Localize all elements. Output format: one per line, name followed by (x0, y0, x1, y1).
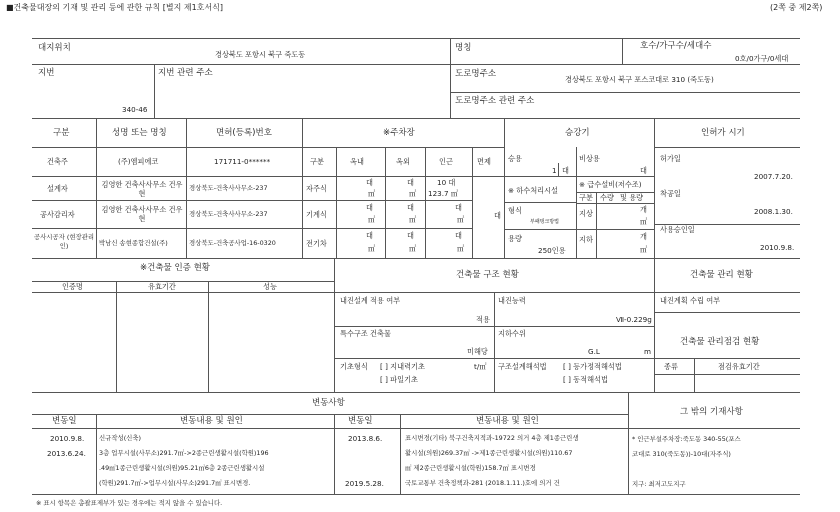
parking-header-type: 구분 (310, 157, 324, 166)
parking-indoor-area: ㎡ (368, 244, 376, 253)
rule (504, 176, 654, 177)
above-label: 지상 (579, 209, 593, 218)
rule (334, 414, 335, 494)
rule (654, 118, 655, 258)
rule (576, 203, 654, 204)
emergency-label: 비상용 (579, 154, 600, 163)
people-row-name: 박남신 송현종합건설(주) (99, 239, 168, 247)
people-header-name: 성명 또는 명칭 (112, 128, 167, 138)
people-row-type: 공사시공자 (현장관리인) (33, 233, 95, 250)
cert-header-perf: 성능 (263, 282, 277, 291)
parking-outdoor-area: ㎡ (409, 189, 417, 198)
people-row-type: 건축주 (47, 157, 68, 166)
passenger-label: 승용 (508, 154, 522, 163)
parking-row-type: 기계식 (306, 210, 327, 219)
rule (472, 147, 473, 258)
type-label: 형식 (508, 206, 522, 215)
parking-indoor-area: ㎡ (368, 189, 376, 198)
change-date: 2019.5.28. (345, 479, 384, 488)
parking-row-type: 자주식 (306, 184, 327, 193)
permit-date: 2007.7.20. (754, 172, 793, 181)
rule (576, 147, 577, 258)
other-line: * 인근부설주차장:죽도동 340-55(포스 (632, 435, 741, 443)
cert-title: ※건축물 인증 현황 (140, 263, 211, 273)
parking-indoor-area: ㎡ (368, 215, 376, 224)
water-header-kind: 구분 (579, 193, 593, 202)
special-value: 미해당 (467, 347, 488, 356)
structure-title: 건축물 구조 현황 (456, 270, 519, 280)
people-row-type: 공사감리자 (40, 210, 75, 219)
parking-outdoor-area: ㎡ (409, 244, 417, 253)
capacity-value: 250인용 (538, 246, 566, 255)
below-area: ㎡ (640, 245, 648, 254)
other-line: 코대로 310(죽도동))-10대(자주식) (632, 450, 731, 458)
rule (450, 92, 800, 93)
rule (654, 374, 800, 375)
start-date: 2008.1.30. (754, 207, 793, 216)
option-bearing[interactable]: [ ] 지내력기초 (380, 362, 425, 371)
page-info: (2쪽 중 제2쪽) (770, 3, 823, 12)
start-label: 착공일 (660, 189, 681, 198)
change-text: 국토교통부 건축정책과-281 (2018.1.11.)호에 의거 건 (405, 479, 560, 487)
rule (504, 202, 576, 203)
water-header-capacity: 및 용량 (620, 193, 644, 202)
below-label: 지하 (579, 235, 593, 244)
inspection-title: 건축물 관리점검 현황 (680, 337, 760, 347)
people-header-type: 구분 (53, 128, 70, 138)
people-row-license: 171711-0****** (214, 157, 271, 166)
rule (32, 118, 800, 119)
change-text: 신규작성(신축) (99, 434, 142, 442)
parking-outdoor: 대 (407, 203, 414, 212)
above-unit: 개 (640, 205, 647, 214)
approval-date: 2010.9.8. (760, 243, 795, 252)
other-title: 그 밖의 기재사항 (680, 407, 743, 417)
rule (32, 392, 800, 393)
lot-label: 지번 (38, 68, 55, 78)
rule (32, 292, 334, 293)
rule (385, 147, 386, 258)
rule (334, 258, 335, 392)
lot-value: 340-46 (122, 105, 148, 114)
households-label: 호수/가구수/세대수 (640, 41, 712, 51)
rule (654, 358, 800, 359)
site-label: 대지위치 (38, 43, 71, 53)
rule (302, 118, 303, 258)
parking-header-outdoor: 옥외 (396, 157, 410, 166)
parking-exempt-unit: 대 (494, 211, 501, 220)
change-text: .49㎡1종근린생활시설(의원)95.21㎡6층 2종근린생활시설 (99, 464, 265, 472)
related-lot-label: 지번 관련 주소 (158, 68, 213, 78)
water-header-count: 수량 (600, 193, 614, 202)
rule (96, 414, 97, 494)
rule (32, 494, 800, 495)
rule (654, 258, 655, 392)
rule (32, 200, 472, 201)
rule (628, 392, 629, 494)
capacity-label: 용량 (508, 234, 522, 243)
road-label: 도로명주소 (455, 69, 497, 79)
rule (32, 414, 628, 415)
changes-header-date: 변동일 (52, 416, 77, 426)
rule (596, 192, 597, 203)
rule (32, 64, 800, 65)
change-text: (학원)291.7㎡->업무시설(사무소)291.7㎡ 표시변경. (99, 479, 251, 487)
management-title: 건축물 관리 현황 (690, 270, 753, 280)
change-text: 3층 업무시설(사무소)291.7㎡->2종근린생활시설(학원)196 (99, 449, 269, 457)
permit-label: 허가일 (660, 154, 681, 163)
rule (32, 176, 504, 177)
analysis-label: 구조설계해석법 (498, 362, 547, 371)
rule (32, 147, 504, 148)
rule (96, 118, 97, 258)
households-value: 0호/0가구/0세대 (735, 54, 789, 63)
parking-indoor: 대 (366, 231, 373, 240)
parking-outdoor-area: ㎡ (409, 215, 417, 224)
rule (694, 358, 695, 392)
parking-header-exempt: 면제 (477, 157, 491, 166)
option-pile[interactable]: [ ] 파일기초 (380, 375, 418, 384)
people-row-name: 김영한 건축사사무소 건우현 (101, 180, 183, 198)
change-date: 2013.8.6. (348, 434, 383, 443)
rule (400, 414, 401, 494)
rule (504, 118, 505, 258)
site-value: 경상북도 포항시 북구 죽도동 (215, 50, 306, 59)
rule (32, 228, 472, 229)
change-text: 표시변경(기타) 북구건축지적과-19722 의거 4층 제1종근린생 (405, 434, 579, 442)
other-line: 지구: 최저고도지구 (632, 480, 686, 488)
road-value: 경상북도 포항시 북구 포스코대로 310 (죽도동) (565, 75, 714, 84)
people-row-license: 경상북도-건축사사무소-237 (189, 184, 268, 192)
parking-row-type: 전기차 (306, 239, 327, 248)
below-unit: 개 (640, 232, 647, 241)
change-text: ㎡ 제2종근린생활시설(학원)158.7㎡ 표시변경 (405, 464, 536, 472)
elevator-title: 승강기 (565, 128, 590, 138)
parking-header-indoor: 옥내 (350, 157, 364, 166)
rule (32, 38, 800, 39)
change-text: 활시설(의원)269.37㎡ ->제1종근린생활시설(의원)110.67 (405, 449, 573, 457)
rule (450, 38, 451, 118)
option-dynamic[interactable]: [ ] 동적해석법 (563, 375, 608, 384)
quake-label: 내진설계 적용 여부 (340, 296, 401, 305)
parking-outdoor: 대 (407, 231, 414, 240)
rule (504, 229, 654, 230)
quake-value: 적용 (476, 315, 490, 324)
parking-nearby-area: ㎡ (457, 244, 465, 253)
cert-header-name: 인증명 (62, 282, 83, 291)
rule (208, 281, 209, 392)
road-related-label: 도로명주소 관련 주소 (455, 96, 535, 106)
parking-nearby: 10 대 (437, 178, 456, 187)
people-row-license: 경상북도-건축사사무소-237 (189, 210, 268, 218)
changes-header-content: 변동내용 및 원인 (476, 416, 539, 426)
rule (654, 147, 800, 148)
rule (336, 147, 337, 258)
people-header-license: 면허(등록)번호 (216, 128, 272, 138)
parking-indoor: 대 (366, 178, 373, 187)
foundation-label: 기초형식 (340, 362, 368, 371)
rule (32, 428, 628, 429)
parking-indoor: 대 (366, 203, 373, 212)
sewage-label: ※ 하수처리시설 (508, 186, 558, 195)
people-row-type: 설계자 (47, 184, 68, 193)
rule (186, 118, 187, 258)
passenger-value: 1 (552, 166, 557, 175)
parking-title: ※주차장 (383, 128, 415, 138)
parking-nearby: 대 (455, 231, 462, 240)
groundwater-label: 지하수위 (498, 329, 526, 338)
people-row-name: 김영한 건축사사무소 건우현 (101, 205, 183, 223)
groundwater-gl: G.L (588, 347, 600, 356)
rule (334, 292, 800, 293)
parking-nearby-area: ㎡ (457, 215, 465, 224)
bearing-unit: t/㎡ (474, 362, 487, 371)
rule (32, 258, 800, 259)
rule (116, 281, 117, 392)
rule (628, 428, 800, 429)
rule (622, 38, 623, 64)
parking-outdoor: 대 (407, 178, 414, 187)
rule (596, 203, 597, 258)
passenger-unit: 대 (562, 166, 569, 175)
parking-nearby-area: 123.7 ㎡ (428, 189, 459, 198)
people-row-license: 경상북도-건축공사업-16-0320 (189, 239, 276, 247)
footer-note: ※ 표시 항목은 총괄표제부가 있는 경우에는 적지 않을 수 있습니다. (36, 499, 223, 507)
option-static[interactable]: [ ] 등가정적해석법 (563, 362, 622, 371)
change-date: 2010.9.8. (50, 434, 85, 443)
parking-header-nearby: 인근 (439, 157, 453, 166)
special-label: 특수구조 건축물 (340, 329, 391, 338)
name-label: 명칭 (455, 43, 472, 53)
change-date: 2013.6.24. (47, 449, 86, 458)
rule (494, 292, 495, 392)
people-row-name: (주)엠피에코 (118, 157, 159, 166)
inspection-header-period: 점검유효기간 (718, 362, 760, 371)
quake-ability-value: Ⅶ-0.229g (616, 315, 652, 324)
rule (425, 147, 426, 258)
type-value: 부패탱크방법 (530, 219, 559, 225)
groundwater-unit: m (644, 347, 652, 356)
changes-header-content: 변동내용 및 원인 (180, 416, 243, 426)
rule (558, 163, 559, 176)
inspection-header-kind: 종류 (664, 362, 678, 371)
rule (654, 312, 800, 313)
changes-title: 변동사항 (312, 398, 345, 408)
approval-label: 사용승인일 (660, 225, 695, 234)
water-title: ※ 급수설비(저수조) (579, 180, 642, 189)
form-title: ■건축물대장의 기재 및 관리 등에 관한 규칙 [별지 제1호서식] (6, 3, 223, 12)
parking-nearby: 대 (455, 203, 462, 212)
permit-title: 인허가 시기 (701, 128, 745, 138)
emergency-unit: 대 (640, 166, 647, 175)
quake-ability-label: 내진능력 (498, 296, 526, 305)
cert-header-period: 유효기간 (148, 282, 176, 291)
rule (154, 64, 155, 118)
changes-header-date: 변동일 (348, 416, 373, 426)
plan-label: 내진계획 수립 여부 (660, 296, 721, 305)
above-area: ㎡ (640, 217, 648, 226)
